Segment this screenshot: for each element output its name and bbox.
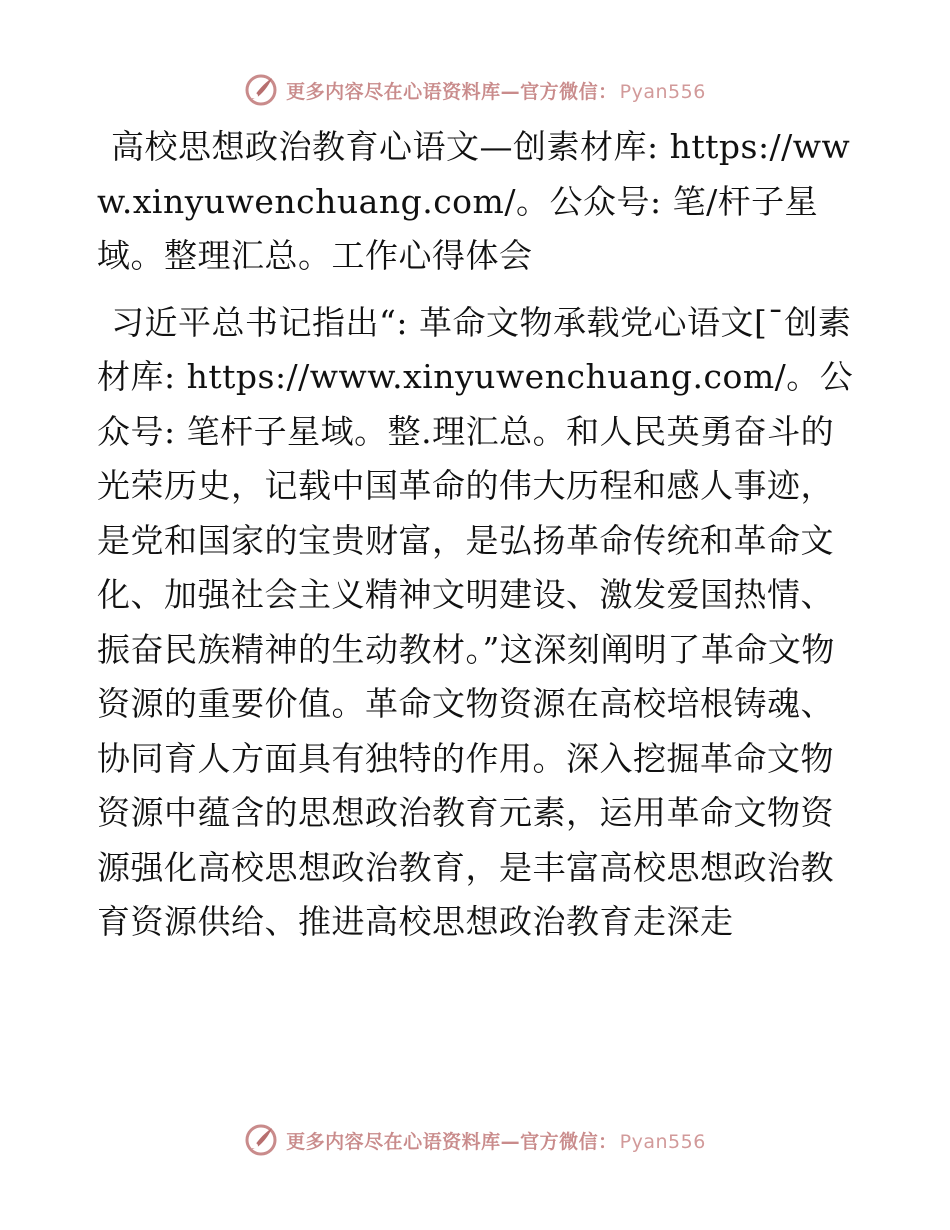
document-body	[97, 120, 857, 950]
header-watermark-banner	[0, 70, 950, 110]
quill-seal-icon	[244, 73, 278, 107]
header-banner-text	[286, 77, 706, 104]
paragraph-intro: 高校思想政治教育心语文—创素材库: https://www.xinyuwenchuang.com/。公众号: 笔/杆子星域。整理汇总。工作心得体会	[97, 127, 851, 275]
footer-banner-text	[286, 1127, 706, 1154]
header-wechat-id: Pyan556	[619, 80, 706, 103]
footer-wechat-id: Pyan556	[619, 1130, 706, 1153]
footer-watermark-banner	[0, 1120, 950, 1160]
footer-banner-label: 更多内容尽在心语资料库—官方微信：	[286, 1130, 618, 1153]
quill-seal-icon	[244, 1123, 278, 1157]
header-banner-label: 更多内容尽在心语资料库—官方微信：	[286, 80, 618, 103]
paragraph-main: 习近平总书记指出“: 革命文物承载党心语文[¯创素材库: https://www.xinyuwenchuang.com/。公众号: 笔杆子星域。整.理汇总。和人民英勇奋斗的光荣历史，记载中国革命的伟大历程和感人事迹，是党和国家的宝贵财富，是弘扬革命传统和革命文化、加强社会主义精神文明建设、激发爱国热情、振奋民族精神的生动教材。”这深刻阐明了革命文物资源的重要价值。革命文物资源在高校培根铸魂、协同育人方面具有独特的作用。深入挖掘革命文物资源中蕴含的思想政治教育元素，运用革命文物资源强化高校思想政治教育，是丰富高校思想政治教育资源供给、推进高校思想政治教育走深走	[97, 302, 854, 941]
